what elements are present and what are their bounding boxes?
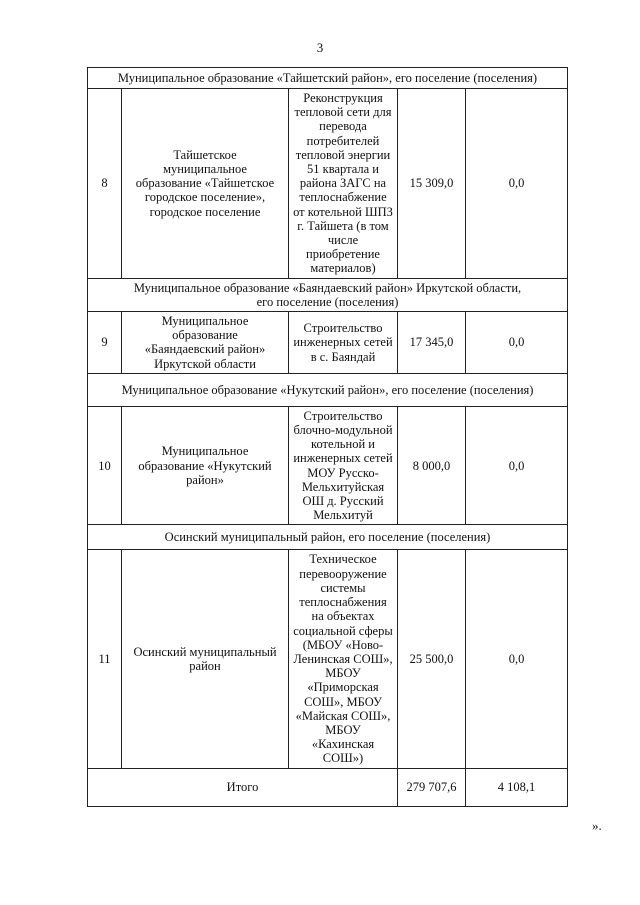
total-row: [88, 768, 568, 806]
value-cell: 0,0: [466, 89, 568, 279]
municipality-name: Тайшетское муниципальное образование «Тайшетское городское поселение», городское поселение: [122, 89, 289, 279]
value-cell: 0,0: [466, 312, 568, 374]
value-cell: 0,0: [466, 550, 568, 768]
value-cell: 0,0: [466, 406, 568, 525]
object-name: Техническое перевооружение системы теплоснабжения на объектах социальной сферы (МБОУ «Ново- Ленинская СОШ», МБОУ «Приморская СОШ», МБОУ «Майская СОШ», МБОУ «Кахинская СОШ»): [289, 550, 398, 768]
object-name: Строительство блочно-модульной котельной и инженерных сетей МОУ Русско- Мельхитуйская ОШ д. Русский Мельхитуй: [289, 406, 398, 525]
row-number: 11: [88, 550, 122, 768]
row-number: 10: [88, 406, 122, 525]
section-title: Осинский муниципальный район, его поселение (поселения): [88, 525, 568, 550]
municipality-name: Осинский муниципальный район: [122, 550, 289, 768]
amount-cell: 17 345,0: [398, 312, 466, 374]
total-amount: 279 707,6: [398, 768, 466, 806]
row-number: 9: [88, 312, 122, 374]
allocation-table: [87, 67, 568, 807]
total-value: 4 108,1: [466, 768, 568, 806]
section-title: Муниципальное образование «Нукутский район», его поселение (поселения): [88, 373, 568, 406]
table-row: [88, 550, 568, 768]
section-header-row: [88, 278, 568, 311]
object-name: Реконструкция тепловой сети для перевода потребителей тепловой энергии 51 квартала и района ЗАГС на теплоснабжение от котельной ШПЗ г. Тайшета (в том числе приобретение материалов): [289, 89, 398, 279]
municipality-name: Муниципальное образование «Баяндаевский район» Иркутской области: [122, 312, 289, 374]
section-header-row: [88, 373, 568, 406]
closing-quote: ».: [592, 818, 602, 833]
section-title: Муниципальное образование «Баяндаевский район» Иркутской области, его поселение (поселения): [88, 278, 568, 311]
total-label: Итого: [88, 768, 398, 806]
section-header-row: [88, 525, 568, 550]
amount-cell: 25 500,0: [398, 550, 466, 768]
municipality-name: Муниципальное образование «Нукутский район»: [122, 406, 289, 525]
page-number: 3: [316, 40, 324, 55]
amount-cell: 15 309,0: [398, 89, 466, 279]
table-row: [88, 89, 568, 279]
table-row: [88, 406, 568, 525]
object-name: Строительство инженерных сетей в с. Баяндай: [289, 312, 398, 374]
section-header-row: [88, 68, 568, 89]
row-number: 8: [88, 89, 122, 279]
table-row: [88, 312, 568, 374]
amount-cell: 8 000,0: [398, 406, 466, 525]
section-title: Муниципальное образование «Тайшетский район», его поселение (поселения): [88, 68, 568, 89]
